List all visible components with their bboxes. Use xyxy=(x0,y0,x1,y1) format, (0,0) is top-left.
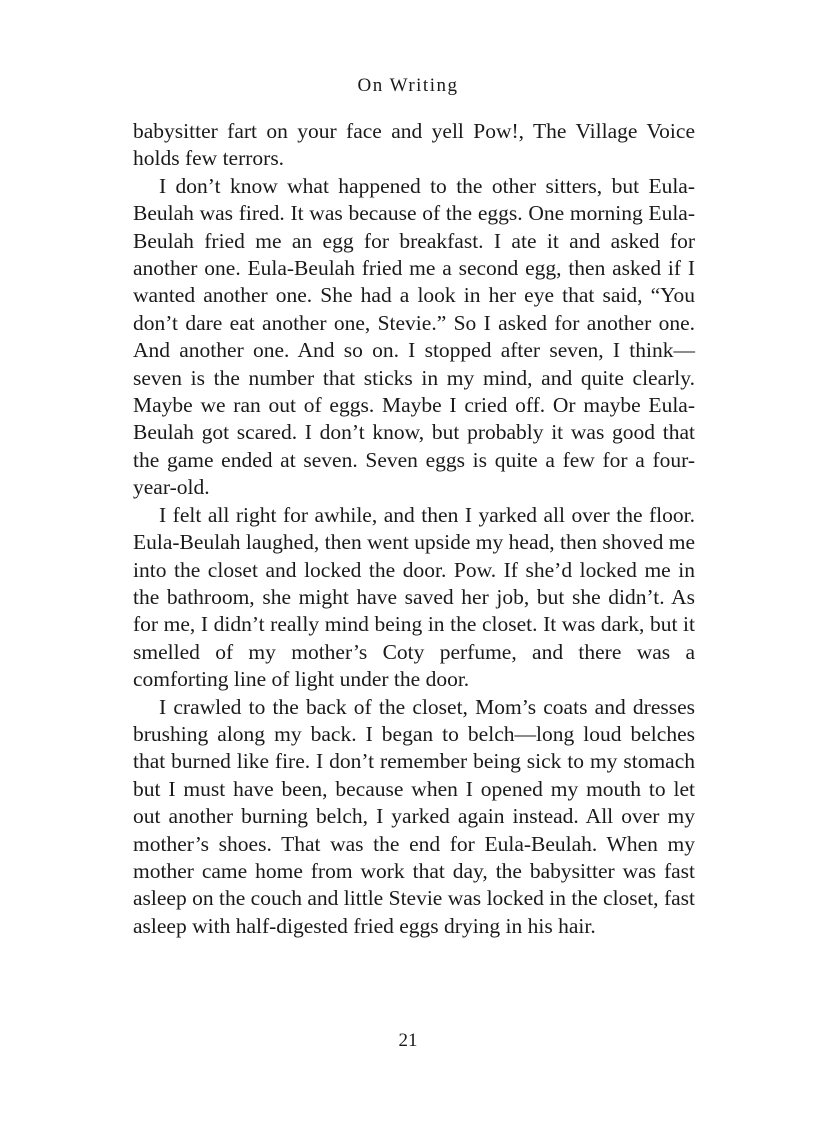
paragraph-eggs: I don’t know what happened to the other sitters, but Eula-Beulah was fired. It was because of the eggs. One morning Eula-Beulah fried me an egg for breakfast. I ate it and asked for another one. Eula-Beulah fried me a second egg, then asked if I wanted another one. She had a look in her eye that said, “You don’t dare eat another one, Stevie.” So I asked for another one. And another one. And so on. I stopped after seven, I think—seven is the number that sticks in my mind, and quite clearly. Maybe we ran out of eggs. Maybe I cried off. Or maybe Eula-Beulah got scared. I don’t know, but probably it was good that the game ended at seven. Seven eggs is quite a few for a four-year-old. xyxy=(133,173,695,500)
paragraph-closet: I felt all right for awhile, and then I yarked all over the floor. Eula-Beulah laughed, then went upside my head, then shoved me into the closet and locked the door. Pow. If she’d locked me in the bathroom, she might have saved her job, but she didn’t. As for me, I didn’t really mind being in the closet. It was dark, but it smelled of my mother’s Coty perfume, and there was a comforting line of light under the door. xyxy=(133,502,695,692)
running-head-title: On Writing xyxy=(357,75,459,96)
body-text xyxy=(133,118,695,940)
paragraph-continued: babysitter fart on your face and yell Pow!, The Village Voice holds few terrors. xyxy=(133,119,695,171)
paragraph-belch: I crawled to the back of the closet, Mom’s coats and dresses brushing along my back. I began to belch—long loud belches that burned like fire. I don’t remember being sick to my stomach but I must have been, because when I opened my mouth to let out another burning belch, I yarked again instead. All over my mother’s shoes. That was the end for Eula-Beulah. When my mother came home from work that day, the babysitter was fast asleep on the couch and little Stevie was locked in the closet, fast asleep with half-digested fried eggs drying in his hair. xyxy=(133,694,695,938)
page-number: 21 xyxy=(398,1030,418,1051)
